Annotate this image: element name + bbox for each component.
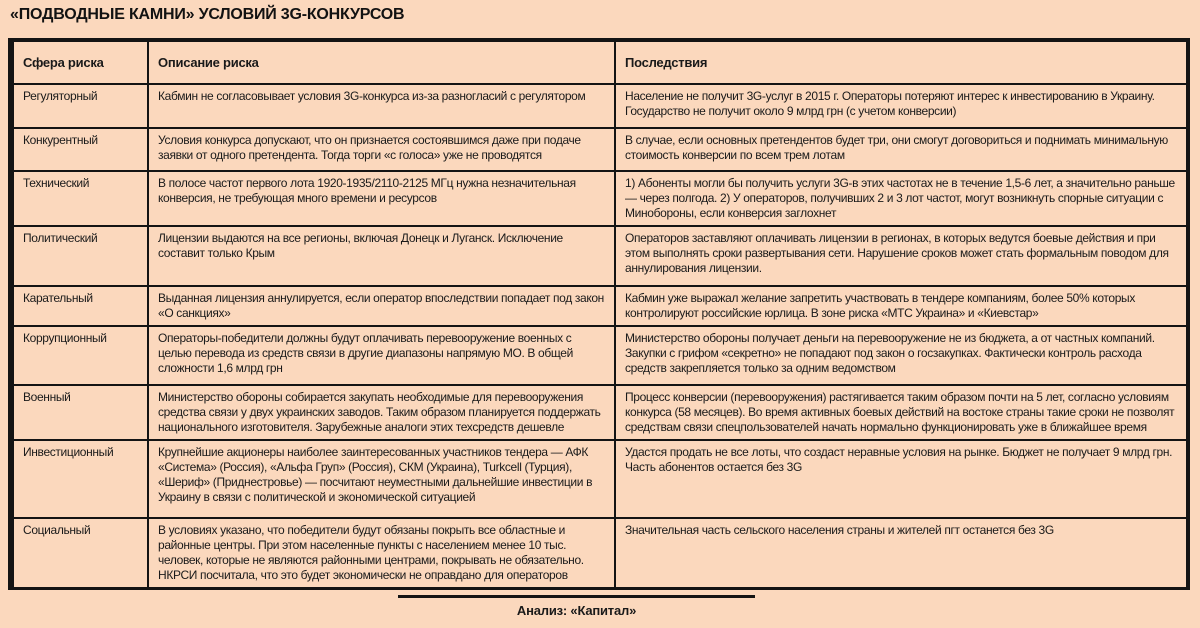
table-row (14, 326, 1186, 385)
source-label: Анализ: «Капитал» (516, 603, 637, 618)
column-header-risk-sphere: Сфера риска (14, 42, 148, 84)
risk-description-cell: Крупнейшие акционеры наиболее заинтересованных участников тендера — АФК «Система» (Россия), «Альфа Груп» (Россия), СКМ (Украина), Turkcell (Турция), «Шериф» (Приднестровье) — посчитают неуместными дальнейшие инвестиции в Украину в связи с политической и экономической ситуацией (148, 440, 615, 518)
risk-table-grid (14, 42, 1186, 587)
risk-description-cell: В условиях указано, что победители будут обязаны покрыть все областные и районные центры. При этом населенные пункты с населением менее 10 тыс. человек, которые не являются районными центрами, покрывать не обязательно. НКРСИ посчитала, что это будет экономически не оправдано для операторов (148, 518, 615, 587)
consequences-cell: Удастся продать не все лоты, что создаст неравные условия на рынке. Бюджет не получает 9 млрд грн. Часть абонентов остается без 3G (615, 440, 1186, 518)
consequences-cell: Кабмин уже выражал желание запретить участвовать в тендере компаниям, более 50% которых контролируют российские юрлица. В зоне риска «МТС Украина» и «Киевстар» (615, 286, 1186, 326)
consequences-cell: Процесс конверсии (перевооружения) растягивается таким образом почти на 5 лет, согласно условиям конкурса (58 месяцев). Во время активных боевых действий на востоке страны такие сроки не позволят средствам связи спецпользователей начать нормально функционировать уже в ближайшее время (615, 385, 1186, 440)
risk-sphere-cell: Конкурентный (14, 128, 148, 171)
risk-description-cell: Кабмин не согласовывает условия 3G-конкурса из-за разногласий с регулятором (148, 84, 615, 128)
header-row (14, 42, 1186, 84)
table-row (14, 226, 1186, 286)
risk-sphere-cell: Социальный (14, 518, 148, 587)
column-header-risk-description: Описание риска (148, 42, 615, 84)
table-row (14, 286, 1186, 326)
source-footer (398, 595, 755, 618)
table-row (14, 171, 1186, 226)
risk-sphere-cell: Карательный (14, 286, 148, 326)
table-row (14, 518, 1186, 587)
risk-table-header (14, 42, 1186, 84)
consequences-cell: 1) Абоненты могли бы получить услуги 3G-в этих частотах не в течение 1,5-6 лет, а значительно раньше — через полгода. 2) У операторов, получивших 2 и 3 лот частот, могут возникнуть спорные ситуации с Минобороны, если конверсия заглохнет (615, 171, 1186, 226)
risk-sphere-cell: Инвестиционный (14, 440, 148, 518)
risk-sphere-cell: Политический (14, 226, 148, 286)
consequences-cell: Население не получит 3G-услуг в 2015 г. Операторы потеряют интерес к инвестированию в Украину. Государство не получит около 9 млрд грн (с учетом конверсии) (615, 84, 1186, 128)
consequences-cell: Операторов заставляют оплачивать лицензии в регионах, в которых ведутся боевые действия и при этом выполнять сроки развертывания сети. Нарушение сроков может стать формальным поводом для аннулирования лицензии. (615, 226, 1186, 286)
risk-sphere-cell: Технический (14, 171, 148, 226)
risk-description-cell: Операторы-победители должны будут оплачивать перевооружение военных с целью перевода из средств связи в другие диапазоны напрямую МО. В общей сложности 1,6 млрд грн (148, 326, 615, 385)
table-row (14, 84, 1186, 128)
table-row (14, 385, 1186, 440)
risk-description-cell: Выданная лицензия аннулируется, если оператор впоследствии попадает под закон «О санкциях» (148, 286, 615, 326)
risk-table-body (14, 84, 1186, 587)
risk-description-cell: Условия конкурса допускают, что он признается состоявшимся даже при подаче заявки от одного претендента. Тогда торги «с голоса» уже не проводятся (148, 128, 615, 171)
risk-description-cell: В полосе частот первого лота 1920-1935/2110-2125 МГц нужна незначительная конверсия, не требующая много времени и ресурсов (148, 171, 615, 226)
table-row (14, 128, 1186, 171)
risk-sphere-cell: Регуляторный (14, 84, 148, 128)
risk-sphere-cell: Военный (14, 385, 148, 440)
consequences-cell: Значительная часть сельского населения страны и жителей пгт останется без 3G (625, 523, 1054, 537)
column-header-consequences: Последствия (615, 42, 1186, 84)
risk-table (8, 38, 1190, 590)
consequences-cell: В случае, если основных претендентов будет три, они смогут договориться и поднимать минимальную стоимость конверсии по всем трем лотам (615, 128, 1186, 171)
table-row (14, 440, 1186, 518)
risk-sphere-cell: Коррупционный (14, 326, 148, 385)
consequences-cell: Министерство обороны получает деньги на перевооружение не из бюджета, а от частных компаний. Закупки с грифом «секретно» не попадают под закон о госзакупках. Фактически контроль расхода средств закрепляется только за одним ведомством (615, 326, 1186, 385)
page-title: «ПОДВОДНЫЕ КАМНИ» УСЛОВИЙ 3G-КОНКУРСОВ (10, 6, 405, 23)
risk-description-cell: Министерство обороны собирается закупать необходимые для перевооружения средства связи у двух украинских заводов. Таким образом планируется поддержать национального изготовителя. Зарубежные аналоги этих техсредств дешевле (148, 385, 615, 440)
risk-description-cell: Лицензии выдаются на все регионы, включая Донецк и Луганск. Исключение составит только Крым (148, 226, 615, 286)
